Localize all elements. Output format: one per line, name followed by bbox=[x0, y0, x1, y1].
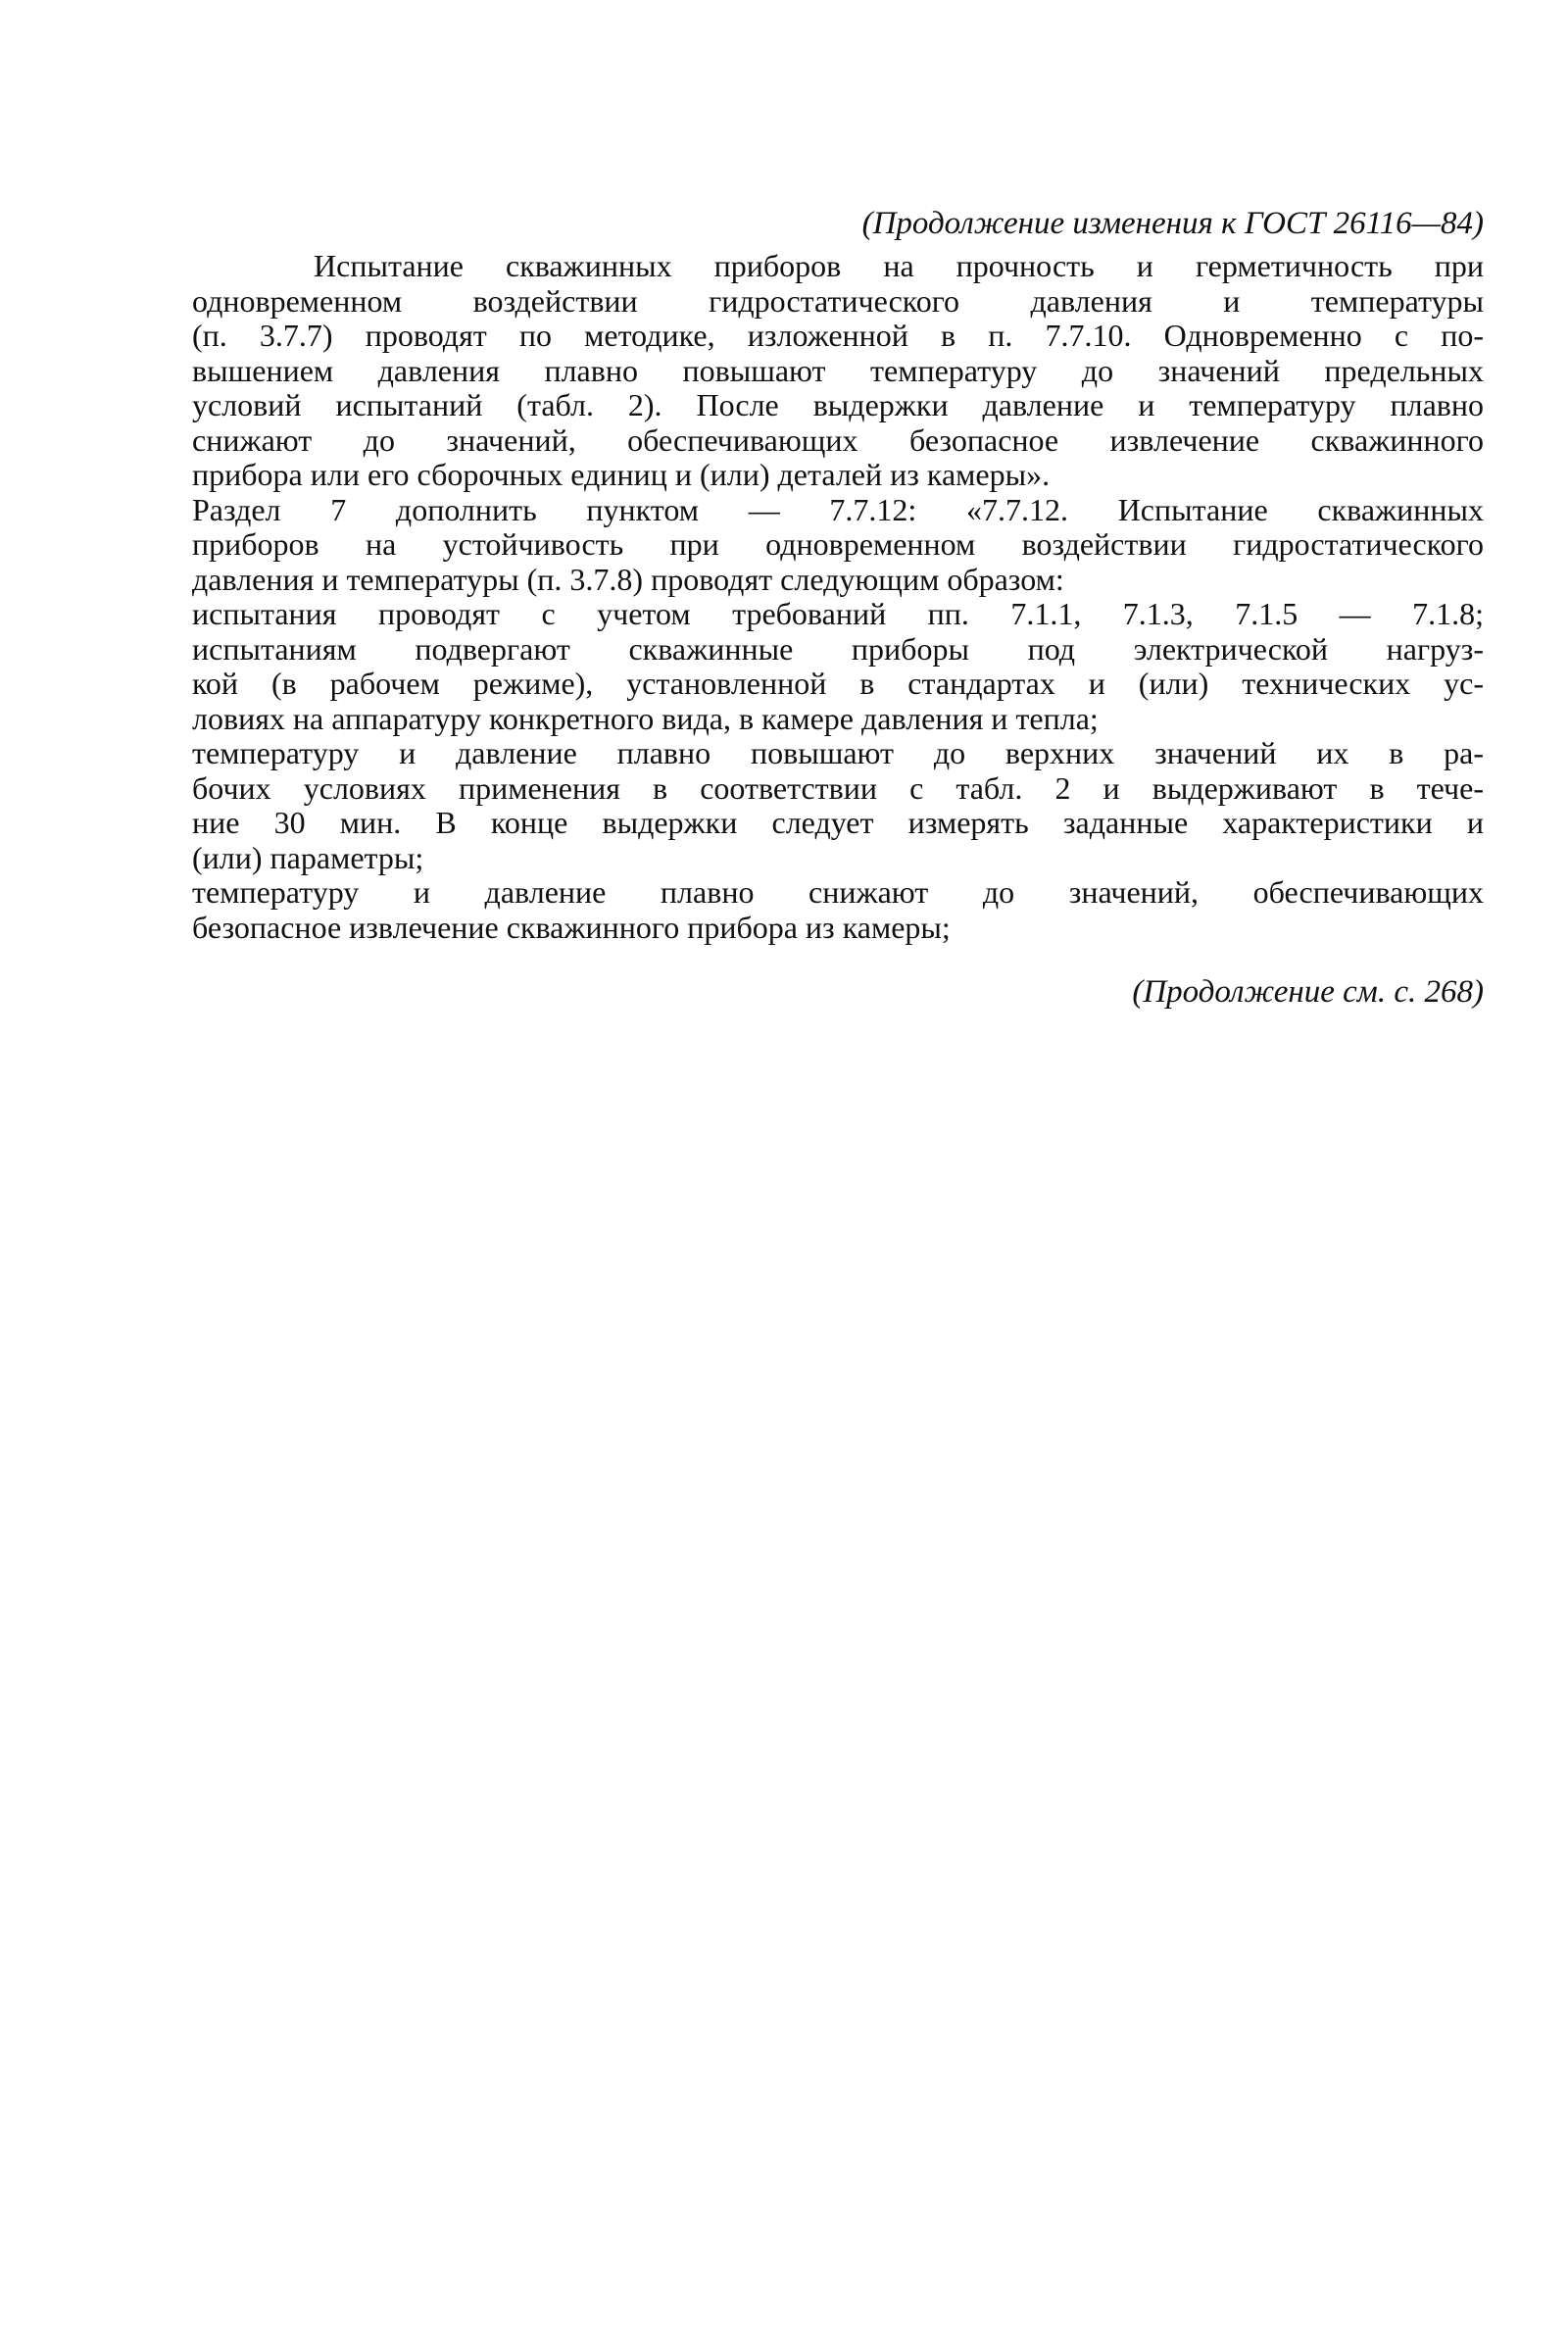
text-line: испытаниям подвергают скважинные приборы под электрической нагруз- bbox=[192, 630, 1484, 667]
text-line: приборов на устойчивость при одновременном воздействии гидростатического bbox=[192, 526, 1484, 562]
text-line: (или) параметры; bbox=[192, 839, 424, 875]
text-line: (п. 3.7.7) проводят по методике, изложенной в п. 7.7.10. Одновременно с по- bbox=[192, 318, 1484, 353]
text-line: давления и температуры (п. 3.7.8) проводят следующим образом: bbox=[192, 561, 1064, 597]
paragraph-5 bbox=[192, 736, 1484, 875]
text-line: условий испытаний (табл. 2). После выдержки давление и температуру плавно bbox=[192, 387, 1484, 422]
continuation-header: (Продолжение изменения к ГОСТ 26116—84) bbox=[861, 206, 1484, 241]
paragraph-6 bbox=[192, 875, 1484, 945]
text-line: прибора или его сборочных единиц и (или) деталей из камеры». bbox=[192, 457, 1051, 492]
text-line: ние 30 мин. В конце выдержки следует измерять заданные характеристики и bbox=[192, 805, 1484, 840]
text-line: одновременном воздействии гидростатического давления и температуры bbox=[192, 282, 1484, 319]
text-line: Испытание скважинных приборов на прочность и герметичность при bbox=[314, 248, 1484, 283]
paragraph-2 bbox=[192, 493, 1484, 598]
paragraph-1 bbox=[192, 249, 1484, 493]
text-line: безопасное извлечение скважинного прибора из камеры; bbox=[192, 909, 951, 945]
continuation-footer: (Продолжение см. с. 268) bbox=[1132, 974, 1484, 1010]
text-line: Раздел 7 дополнить пунктом — 7.7.12: «7.7.12. Испытание скважинных bbox=[192, 491, 1484, 527]
paragraph-3 bbox=[192, 597, 1484, 632]
text-line: кой (в рабочем режиме), установленной в стандартах и (или) технических ус- bbox=[192, 666, 1484, 701]
text-line: снижают до значений, обеспечивающих безопасное извлечение скважинного bbox=[192, 421, 1484, 458]
text-line: испытания проводят с учетом требований пп. 7.1.1, 7.1.3, 7.1.5 — 7.1.8; bbox=[192, 596, 1484, 631]
text-line: температуру и давление плавно повышают до верхних значений их в ра- bbox=[192, 735, 1484, 770]
text-line: температуру и давление плавно снижают до значений, обеспечивающих bbox=[192, 874, 1484, 910]
document-page bbox=[192, 202, 1484, 1014]
paragraph-4 bbox=[192, 632, 1484, 737]
text-line: вышением давления плавно повышают температуру до значений предельных bbox=[192, 352, 1484, 388]
text-line: бочих условиях применения в соответствии с табл. 2 и выдерживают в тече- bbox=[192, 769, 1484, 806]
text-line: ловиях на аппаратуру конкретного вида, в камере давления и тепла; bbox=[192, 700, 1099, 736]
